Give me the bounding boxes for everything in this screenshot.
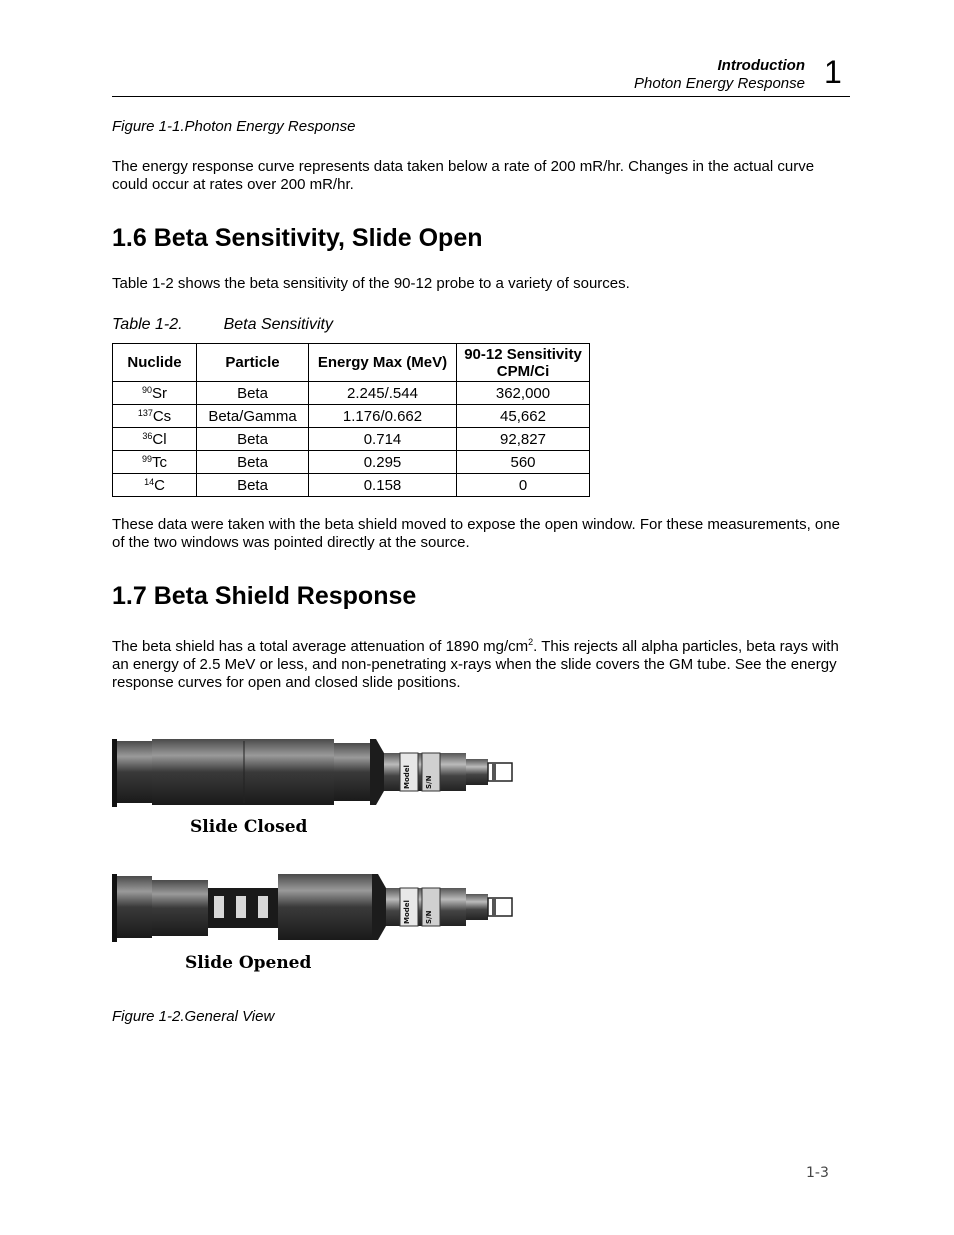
section-1-7-paragraph xyxy=(112,633,848,692)
header-section-title: Introduction xyxy=(717,57,805,74)
chapter-number: 1 xyxy=(824,54,842,90)
cm-squared-superscript: 2 xyxy=(528,637,534,647)
figure-1-2-caption: Figure 1-2.General View xyxy=(112,1008,275,1025)
table-row xyxy=(113,428,590,451)
table-header-row xyxy=(113,344,590,382)
mass-number: 14 xyxy=(144,476,155,487)
nuclide-cell xyxy=(113,405,197,428)
mass-number: 36 xyxy=(142,430,153,441)
energy-response-paragraph: The energy response curve represents data taken below a rate of 200 mR/hr. Changes in the actual curve could occur at rates over 200 mR/hr. xyxy=(112,158,815,193)
page-number: 1-3 xyxy=(806,1165,829,1181)
attenuation-text-start: The beta shield has a total average attenuation of 1890 mg/cm xyxy=(112,638,529,655)
col-header-sensitivity-line2: CPM/Ci xyxy=(496,362,550,380)
section-1-6-intro: Table 1-2 shows the beta sensitivity of the 90-12 probe to a variety of sources. xyxy=(112,275,630,292)
table-row xyxy=(113,474,590,497)
table-row xyxy=(113,382,590,405)
particle-cell: Beta/Gamma xyxy=(197,405,309,428)
table-row xyxy=(113,405,590,428)
energy-cell: 1.176/0.662 xyxy=(309,405,457,428)
col-header-energy: Energy Max (MeV) xyxy=(309,344,457,382)
nuclide-cell xyxy=(113,451,197,474)
mass-number: 137 xyxy=(137,407,153,418)
energy-cell: 0.158 xyxy=(309,474,457,497)
table-caption-number: Table 1-2. xyxy=(112,316,183,333)
nuclide-cell xyxy=(113,474,197,497)
element-symbol: Cl xyxy=(152,430,167,448)
energy-cell: 2.245/.544 xyxy=(309,382,457,405)
col-header-particle: Particle xyxy=(197,344,309,382)
section-1-7-heading: 1.7 Beta Shield Response xyxy=(112,582,417,610)
probe-plate-model-text: Model xyxy=(403,765,411,789)
probe-slide-opened-image xyxy=(112,870,514,946)
table-row xyxy=(113,451,590,474)
figure-1-1-caption: Figure 1-1.Photon Energy Response xyxy=(112,118,356,135)
probe-slide-closed-image xyxy=(112,735,514,811)
sensitivity-cell: 560 xyxy=(457,451,590,474)
particle-cell: Beta xyxy=(197,451,309,474)
col-header-sensitivity xyxy=(457,344,590,382)
particle-cell: Beta xyxy=(197,474,309,497)
col-header-nuclide: Nuclide xyxy=(113,344,197,382)
table-1-2-caption xyxy=(112,316,333,334)
beta-sensitivity-table xyxy=(112,343,590,497)
header-rule xyxy=(112,96,850,97)
particle-cell: Beta xyxy=(197,382,309,405)
col-header-sensitivity-line1: 90-12 Sensitivity xyxy=(464,345,582,363)
slide-opened-label: Slide Opened xyxy=(185,953,312,973)
element-symbol: Sr xyxy=(152,384,167,402)
probe-plate-sn-text: S/N xyxy=(425,775,433,789)
probe-plate-model-text: Model xyxy=(403,900,411,924)
element-symbol: Tc xyxy=(152,453,167,471)
shield-note-paragraph: These data were taken with the beta shield moved to expose the open window. For these measurements, one of the two windows was pointed directly at the source. xyxy=(112,516,840,551)
header-subsection-title: Photon Energy Response xyxy=(634,75,805,92)
section-1-6-heading: 1.6 Beta Sensitivity, Slide Open xyxy=(112,224,483,252)
element-symbol: C xyxy=(154,476,165,494)
table-caption-title: Beta Sensitivity xyxy=(223,316,333,333)
nuclide-cell xyxy=(113,428,197,451)
slide-closed-label: Slide Closed xyxy=(190,817,308,837)
element-symbol: Cs xyxy=(152,407,172,425)
attenuation-text-end: . This rejects all alpha particles, beta rays with an energy of 2.5 MeV or less, and non-penetrating x-rays when the slide covers the GM tube. See the energy response curves for open and closed slide positions. xyxy=(112,638,839,691)
sensitivity-cell: 45,662 xyxy=(457,405,590,428)
nuclide-cell xyxy=(113,382,197,405)
probe-plate-sn-text: S/N xyxy=(425,910,433,924)
mass-number: 99 xyxy=(141,453,152,464)
sensitivity-cell: 362,000 xyxy=(457,382,590,405)
sensitivity-cell: 0 xyxy=(457,474,590,497)
sensitivity-cell: 92,827 xyxy=(457,428,590,451)
particle-cell: Beta xyxy=(197,428,309,451)
energy-cell: 0.714 xyxy=(309,428,457,451)
energy-cell: 0.295 xyxy=(309,451,457,474)
mass-number: 90 xyxy=(141,384,152,395)
